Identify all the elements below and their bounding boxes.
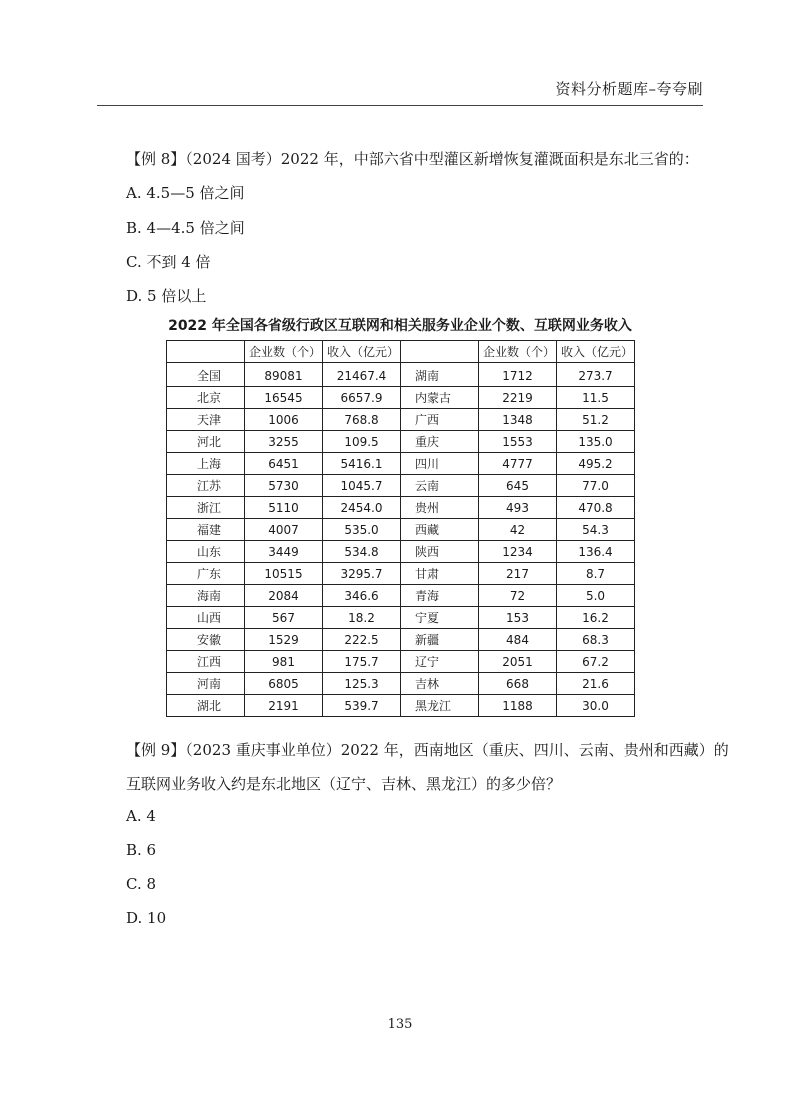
- data-table: [166, 340, 635, 717]
- enterprise-count-cell: 42: [479, 519, 557, 541]
- revenue-cell: 1045.7: [323, 475, 401, 497]
- province-name-cell: 四川: [401, 453, 479, 475]
- header-divider: [97, 105, 703, 106]
- revenue-cell: 175.7: [323, 651, 401, 673]
- province-name-cell: 江西: [167, 651, 245, 673]
- province-name-cell: 西藏: [401, 519, 479, 541]
- enterprise-count-cell: 1348: [479, 409, 557, 431]
- header-cell: [401, 341, 479, 363]
- question-8-option-b: B. 4—4.5 倍之间: [126, 219, 245, 237]
- enterprise-count-cell: 5730: [245, 475, 323, 497]
- revenue-cell: 3295.7: [323, 563, 401, 585]
- revenue-cell: 273.7: [557, 363, 635, 387]
- province-name-cell: 湖南: [401, 363, 479, 387]
- revenue-cell: 136.4: [557, 541, 635, 563]
- revenue-cell: 470.8: [557, 497, 635, 519]
- enterprise-count-cell: 2051: [479, 651, 557, 673]
- revenue-cell: 68.3: [557, 629, 635, 651]
- enterprise-count-cell: 2191: [245, 695, 323, 717]
- revenue-cell: 51.2: [557, 409, 635, 431]
- enterprise-count-cell: 89081: [245, 363, 323, 387]
- enterprise-count-cell: 645: [479, 475, 557, 497]
- province-name-cell: 河南: [167, 673, 245, 695]
- enterprise-count-cell: 1529: [245, 629, 323, 651]
- revenue-cell: 18.2: [323, 607, 401, 629]
- enterprise-count-cell: 3255: [245, 431, 323, 453]
- enterprise-count-cell: 6451: [245, 453, 323, 475]
- province-name-cell: 天津: [167, 409, 245, 431]
- province-name-cell: 江苏: [167, 475, 245, 497]
- revenue-cell: 6657.9: [323, 387, 401, 409]
- table-row: [167, 651, 635, 673]
- question-8-title: 【例 8】（2024 国考）2022 年，中部六省中型灌区新增恢复灌溉面积是东北三省的：: [126, 150, 699, 168]
- province-name-cell: 内蒙古: [401, 387, 479, 409]
- enterprise-count-cell: 2084: [245, 585, 323, 607]
- table-row: [167, 563, 635, 585]
- enterprise-count-cell: 1188: [479, 695, 557, 717]
- province-name-cell: 辽宁: [401, 651, 479, 673]
- revenue-cell: 222.5: [323, 629, 401, 651]
- table-row: [167, 363, 635, 387]
- province-name-cell: 贵州: [401, 497, 479, 519]
- province-name-cell: 海南: [167, 585, 245, 607]
- header-cell: 收入（亿元）: [557, 341, 635, 363]
- province-name-cell: 山东: [167, 541, 245, 563]
- revenue-cell: 54.3: [557, 519, 635, 541]
- province-name-cell: 安徽: [167, 629, 245, 651]
- revenue-cell: 534.8: [323, 541, 401, 563]
- province-name-cell: 全国: [167, 363, 245, 387]
- table-row: [167, 519, 635, 541]
- province-name-cell: 云南: [401, 475, 479, 497]
- province-name-cell: 浙江: [167, 497, 245, 519]
- question-9-option-a: A. 4: [126, 807, 156, 825]
- table-row: [167, 585, 635, 607]
- enterprise-count-cell: 493: [479, 497, 557, 519]
- revenue-cell: 30.0: [557, 695, 635, 717]
- header-cell: 企业数（个）: [479, 341, 557, 363]
- revenue-cell: 11.5: [557, 387, 635, 409]
- header-cell: 收入（亿元）: [323, 341, 401, 363]
- question-9-title-line-2: 互联网业务收入约是东北地区（辽宁、吉林、黑龙江）的多少倍？: [126, 775, 562, 793]
- enterprise-count-cell: 16545: [245, 387, 323, 409]
- enterprise-count-cell: 10515: [245, 563, 323, 585]
- province-name-cell: 湖北: [167, 695, 245, 717]
- table-header-row: [167, 341, 635, 363]
- question-9-option-d: D. 10: [126, 909, 167, 927]
- table-row: [167, 541, 635, 563]
- question-8-option-d: D. 5 倍以上: [126, 287, 207, 305]
- enterprise-count-cell: 217: [479, 563, 557, 585]
- revenue-cell: 8.7: [557, 563, 635, 585]
- province-name-cell: 上海: [167, 453, 245, 475]
- enterprise-count-cell: 72: [479, 585, 557, 607]
- revenue-cell: 2454.0: [323, 497, 401, 519]
- revenue-cell: 109.5: [323, 431, 401, 453]
- revenue-cell: 67.2: [557, 651, 635, 673]
- table-body: [167, 363, 635, 717]
- enterprise-count-cell: 4777: [479, 453, 557, 475]
- revenue-cell: 16.2: [557, 607, 635, 629]
- table-row: [167, 695, 635, 717]
- question-9-title-line-1: 【例 9】（2023 重庆事业单位）2022 年，西南地区（重庆、四川、云南、贵州和西藏）的: [126, 741, 729, 759]
- table-row: [167, 475, 635, 497]
- enterprise-count-cell: 4007: [245, 519, 323, 541]
- enterprise-count-cell: 2219: [479, 387, 557, 409]
- table-row: [167, 629, 635, 651]
- province-name-cell: 吉林: [401, 673, 479, 695]
- revenue-cell: 768.8: [323, 409, 401, 431]
- revenue-cell: 346.6: [323, 585, 401, 607]
- revenue-cell: 125.3: [323, 673, 401, 695]
- revenue-cell: 495.2: [557, 453, 635, 475]
- province-name-cell: 宁夏: [401, 607, 479, 629]
- enterprise-count-cell: 981: [245, 651, 323, 673]
- province-name-cell: 新疆: [401, 629, 479, 651]
- table-row: [167, 607, 635, 629]
- province-name-cell: 山西: [167, 607, 245, 629]
- table-row: [167, 431, 635, 453]
- revenue-cell: 21467.4: [323, 363, 401, 387]
- header-cell: [167, 341, 245, 363]
- page-header-title: 资料分析题库–夸夸刷: [555, 80, 703, 98]
- enterprise-count-cell: 484: [479, 629, 557, 651]
- province-name-cell: 陕西: [401, 541, 479, 563]
- header-cell: 企业数（个）: [245, 341, 323, 363]
- enterprise-count-cell: 3449: [245, 541, 323, 563]
- revenue-cell: 539.7: [323, 695, 401, 717]
- table-row: [167, 387, 635, 409]
- province-name-cell: 广西: [401, 409, 479, 431]
- enterprise-count-cell: 567: [245, 607, 323, 629]
- province-name-cell: 广东: [167, 563, 245, 585]
- province-name-cell: 重庆: [401, 431, 479, 453]
- enterprise-count-cell: 1712: [479, 363, 557, 387]
- table-row: [167, 673, 635, 695]
- enterprise-count-cell: 153: [479, 607, 557, 629]
- revenue-cell: 77.0: [557, 475, 635, 497]
- revenue-cell: 535.0: [323, 519, 401, 541]
- question-9-option-b: B. 6: [126, 841, 157, 859]
- table-row: [167, 497, 635, 519]
- revenue-cell: 5.0: [557, 585, 635, 607]
- province-name-cell: 黑龙江: [401, 695, 479, 717]
- enterprise-count-cell: 1006: [245, 409, 323, 431]
- table-row: [167, 453, 635, 475]
- province-name-cell: 甘肃: [401, 563, 479, 585]
- revenue-cell: 5416.1: [323, 453, 401, 475]
- question-9-option-c: C. 8: [126, 875, 157, 893]
- revenue-cell: 21.6: [557, 673, 635, 695]
- table-row: [167, 409, 635, 431]
- province-name-cell: 青海: [401, 585, 479, 607]
- province-name-cell: 福建: [167, 519, 245, 541]
- page-number: 135: [387, 1017, 413, 1032]
- question-8-option-c: C. 不到 4 倍: [126, 253, 211, 271]
- enterprise-count-cell: 5110: [245, 497, 323, 519]
- question-8-option-a: A. 4.5—5 倍之间: [126, 184, 245, 202]
- enterprise-count-cell: 1234: [479, 541, 557, 563]
- enterprise-count-cell: 1553: [479, 431, 557, 453]
- revenue-cell: 135.0: [557, 431, 635, 453]
- province-name-cell: 北京: [167, 387, 245, 409]
- table-caption: 2022 年全国各省级行政区互联网和相关服务业企业个数、互联网业务收入: [168, 318, 632, 334]
- province-name-cell: 河北: [167, 431, 245, 453]
- enterprise-count-cell: 668: [479, 673, 557, 695]
- enterprise-count-cell: 6805: [245, 673, 323, 695]
